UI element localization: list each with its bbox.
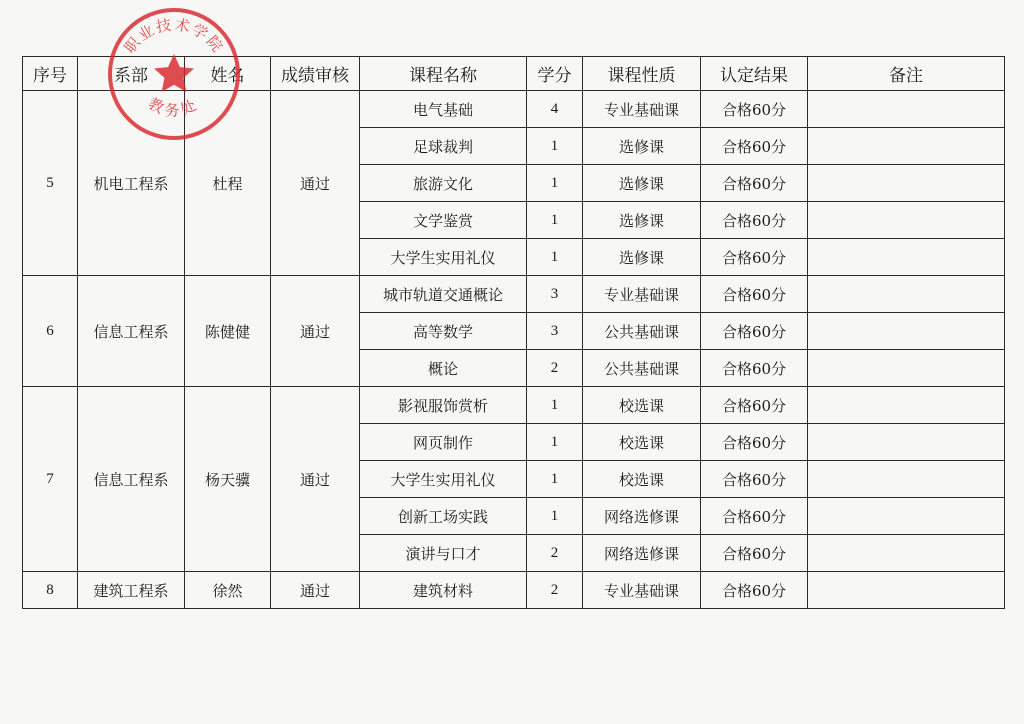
course-type-cell: 校选课	[583, 461, 701, 498]
note-cell	[808, 313, 1005, 350]
course-name-cell: 建筑材料	[360, 572, 527, 609]
note-cell	[808, 239, 1005, 276]
header-name: 姓名	[185, 57, 271, 91]
course-type-cell: 网络选修课	[583, 498, 701, 535]
result-cell: 合格60分	[701, 313, 808, 350]
course-name-cell: 旅游文化	[360, 165, 527, 202]
credit-cell: 1	[527, 498, 583, 535]
review-cell: 通过	[271, 572, 360, 609]
header-credit: 学分	[527, 57, 583, 91]
dept-cell: 信息工程系	[78, 387, 185, 572]
course-name-cell: 大学生实用礼仪	[360, 461, 527, 498]
review-cell: 通过	[271, 91, 360, 276]
credit-cell: 2	[527, 535, 583, 572]
note-cell	[808, 276, 1005, 313]
course-type-cell: 网络选修课	[583, 535, 701, 572]
result-cell: 合格60分	[701, 165, 808, 202]
credit-cell: 2	[527, 572, 583, 609]
table-header-row	[23, 57, 1005, 91]
course-type-cell: 专业基础课	[583, 276, 701, 313]
seq-cell: 7	[23, 387, 78, 572]
course-type-cell: 专业基础课	[583, 572, 701, 609]
course-name-cell: 创新工场实践	[360, 498, 527, 535]
table-row	[23, 276, 1005, 313]
course-name-cell: 高等数学	[360, 313, 527, 350]
result-cell: 合格60分	[701, 572, 808, 609]
dept-cell: 机电工程系	[78, 91, 185, 276]
credit-cell: 1	[527, 202, 583, 239]
note-cell	[808, 128, 1005, 165]
result-cell: 合格60分	[701, 424, 808, 461]
dept-cell: 信息工程系	[78, 276, 185, 387]
seq-cell: 6	[23, 276, 78, 387]
svg-text:教务处: 教务处	[145, 94, 203, 120]
course-type-cell: 公共基础课	[583, 313, 701, 350]
course-name-cell: 网页制作	[360, 424, 527, 461]
result-cell: 合格60分	[701, 239, 808, 276]
course-type-cell: 专业基础课	[583, 91, 701, 128]
table-row	[23, 387, 1005, 424]
header-note: 备注	[808, 57, 1005, 91]
credit-cell: 3	[527, 313, 583, 350]
credit-cell: 2	[527, 350, 583, 387]
course-name-cell: 大学生实用礼仪	[360, 239, 527, 276]
result-cell: 合格60分	[701, 276, 808, 313]
dept-cell: 建筑工程系	[78, 572, 185, 609]
header-course: 课程名称	[360, 57, 527, 91]
credit-recognition-table	[22, 56, 1005, 609]
note-cell	[808, 535, 1005, 572]
course-name-cell: 影视服饰赏析	[360, 387, 527, 424]
table-row	[23, 572, 1005, 609]
credit-cell: 1	[527, 128, 583, 165]
student-name-cell: 杜程	[185, 91, 271, 276]
student-name-cell: 徐然	[185, 572, 271, 609]
credit-cell: 1	[527, 461, 583, 498]
header-seq: 序号	[23, 57, 78, 91]
note-cell	[808, 424, 1005, 461]
header-course-type: 课程性质	[583, 57, 701, 91]
header-review: 成绩审核	[271, 57, 360, 91]
note-cell	[808, 387, 1005, 424]
note-cell	[808, 91, 1005, 128]
course-name-cell: 足球裁判	[360, 128, 527, 165]
credit-cell: 1	[527, 424, 583, 461]
note-cell	[808, 350, 1005, 387]
credit-cell: 1	[527, 165, 583, 202]
credit-cell: 4	[527, 91, 583, 128]
course-type-cell: 校选课	[583, 387, 701, 424]
seq-cell: 8	[23, 572, 78, 609]
credit-cell: 3	[527, 276, 583, 313]
result-cell: 合格60分	[701, 498, 808, 535]
header-result: 认定结果	[701, 57, 808, 91]
result-cell: 合格60分	[701, 202, 808, 239]
note-cell	[808, 202, 1005, 239]
credit-cell: 1	[527, 239, 583, 276]
note-cell	[808, 461, 1005, 498]
seq-cell: 5	[23, 91, 78, 276]
course-type-cell: 选修课	[583, 202, 701, 239]
course-type-cell: 选修课	[583, 128, 701, 165]
course-name-cell: 电气基础	[360, 91, 527, 128]
result-cell: 合格60分	[701, 91, 808, 128]
note-cell	[808, 572, 1005, 609]
credit-cell: 1	[527, 387, 583, 424]
course-name-cell: 文学鉴赏	[360, 202, 527, 239]
student-name-cell: 陈健健	[185, 276, 271, 387]
course-type-cell: 校选课	[583, 424, 701, 461]
review-cell: 通过	[271, 276, 360, 387]
course-type-cell: 公共基础课	[583, 350, 701, 387]
table-body	[23, 91, 1005, 609]
student-name-cell: 杨天骥	[185, 387, 271, 572]
note-cell	[808, 165, 1005, 202]
result-cell: 合格60分	[701, 387, 808, 424]
course-name-cell: 概论	[360, 350, 527, 387]
review-cell: 通过	[271, 387, 360, 572]
result-cell: 合格60分	[701, 535, 808, 572]
course-name-cell: 演讲与口才	[360, 535, 527, 572]
table-row	[23, 91, 1005, 128]
note-cell	[808, 498, 1005, 535]
course-type-cell: 选修课	[583, 239, 701, 276]
result-cell: 合格60分	[701, 128, 808, 165]
course-name-cell: 城市轨道交通概论	[360, 276, 527, 313]
svg-text:职业技术学院: 职业技术学院	[120, 15, 228, 57]
result-cell: 合格60分	[701, 350, 808, 387]
header-dept: 系部	[78, 57, 185, 91]
course-type-cell: 选修课	[583, 165, 701, 202]
result-cell: 合格60分	[701, 461, 808, 498]
